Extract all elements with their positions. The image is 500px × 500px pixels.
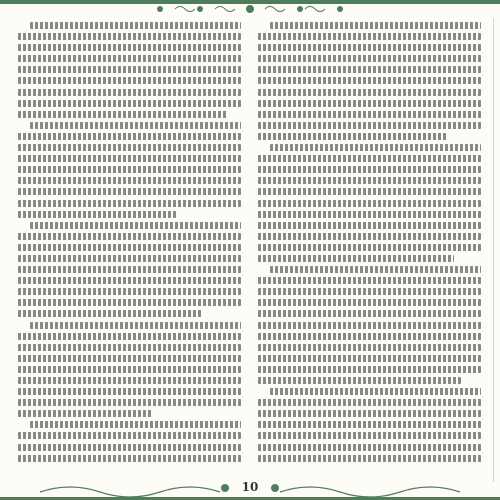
text-line-placeholder bbox=[18, 310, 203, 317]
text-line-placeholder bbox=[18, 299, 241, 306]
text-line-placeholder bbox=[258, 377, 461, 384]
text-line-placeholder bbox=[258, 333, 481, 340]
text-line-placeholder bbox=[258, 222, 481, 229]
text-line-placeholder bbox=[270, 22, 481, 29]
text-line-placeholder bbox=[18, 200, 241, 207]
text-line-placeholder bbox=[270, 388, 481, 395]
text-line-placeholder bbox=[30, 421, 241, 428]
text-line-placeholder bbox=[18, 255, 241, 262]
text-line-placeholder bbox=[258, 44, 481, 51]
text-line-placeholder bbox=[18, 233, 241, 240]
text-line-placeholder bbox=[258, 355, 481, 362]
text-line-placeholder bbox=[258, 211, 481, 218]
text-line-placeholder bbox=[18, 144, 241, 151]
text-line-placeholder bbox=[258, 89, 481, 96]
text-line-placeholder bbox=[18, 266, 241, 273]
text-line-placeholder bbox=[18, 444, 241, 451]
text-line-placeholder bbox=[18, 344, 241, 351]
text-line-placeholder bbox=[270, 144, 481, 151]
text-line-placeholder bbox=[18, 89, 241, 96]
text-line-placeholder bbox=[258, 322, 481, 329]
text-line-placeholder bbox=[18, 288, 241, 295]
left-column-lines bbox=[18, 22, 241, 462]
text-line-placeholder bbox=[18, 244, 241, 251]
text-line-placeholder bbox=[18, 399, 241, 406]
left-text-column bbox=[18, 22, 241, 470]
text-line-placeholder bbox=[258, 133, 448, 140]
text-line-placeholder bbox=[258, 366, 481, 373]
text-line-placeholder bbox=[18, 77, 241, 84]
text-line-placeholder bbox=[258, 288, 481, 295]
page-edge-rule bbox=[493, 18, 494, 482]
text-line-placeholder bbox=[258, 299, 481, 306]
text-line-placeholder bbox=[18, 55, 241, 62]
right-text-column bbox=[258, 22, 481, 470]
text-line-placeholder bbox=[30, 222, 241, 229]
text-line-placeholder bbox=[258, 244, 481, 251]
text-line-placeholder bbox=[258, 233, 481, 240]
text-line-placeholder bbox=[18, 111, 228, 118]
text-line-placeholder bbox=[258, 166, 481, 173]
text-line-placeholder bbox=[18, 333, 241, 340]
top-ornament-border bbox=[0, 0, 500, 16]
text-line-placeholder bbox=[258, 277, 481, 284]
text-line-placeholder bbox=[270, 266, 481, 273]
right-column-lines bbox=[258, 22, 481, 462]
text-line-placeholder bbox=[258, 188, 481, 195]
page-number: 10 bbox=[241, 480, 259, 494]
text-line-placeholder bbox=[258, 410, 481, 417]
text-line-placeholder bbox=[18, 410, 152, 417]
text-line-placeholder bbox=[18, 432, 241, 439]
text-line-placeholder bbox=[258, 200, 481, 207]
text-line-placeholder bbox=[258, 77, 481, 84]
text-line-placeholder bbox=[18, 44, 241, 51]
text-line-placeholder bbox=[258, 432, 481, 439]
text-line-placeholder bbox=[18, 66, 241, 73]
text-line-placeholder bbox=[258, 399, 481, 406]
text-line-placeholder bbox=[18, 177, 241, 184]
text-line-placeholder bbox=[258, 66, 481, 73]
text-line-placeholder bbox=[18, 33, 241, 40]
text-line-placeholder bbox=[18, 455, 241, 462]
text-line-placeholder bbox=[258, 122, 481, 129]
text-line-placeholder bbox=[258, 455, 481, 462]
text-line-placeholder bbox=[258, 344, 481, 351]
text-line-placeholder bbox=[258, 55, 481, 62]
text-line-placeholder bbox=[30, 122, 241, 129]
text-line-placeholder bbox=[18, 133, 241, 140]
text-line-placeholder bbox=[18, 155, 241, 162]
text-line-placeholder bbox=[258, 155, 481, 162]
text-line-placeholder bbox=[18, 366, 241, 373]
text-line-placeholder bbox=[258, 310, 481, 317]
text-line-placeholder bbox=[258, 177, 481, 184]
text-line-placeholder bbox=[18, 211, 176, 218]
text-line-placeholder bbox=[30, 22, 241, 29]
text-line-placeholder bbox=[18, 277, 241, 284]
text-line-placeholder bbox=[258, 255, 454, 262]
text-line-placeholder bbox=[18, 188, 241, 195]
text-line-placeholder bbox=[18, 355, 241, 362]
text-line-placeholder bbox=[18, 166, 241, 173]
text-line-placeholder bbox=[258, 421, 481, 428]
text-line-placeholder bbox=[258, 444, 481, 451]
text-line-placeholder bbox=[18, 377, 241, 384]
text-line-placeholder bbox=[258, 100, 481, 107]
text-line-placeholder bbox=[30, 322, 241, 329]
text-line-placeholder bbox=[258, 33, 481, 40]
text-line-placeholder bbox=[258, 111, 481, 118]
text-line-placeholder bbox=[18, 100, 241, 107]
text-line-placeholder bbox=[18, 388, 241, 395]
